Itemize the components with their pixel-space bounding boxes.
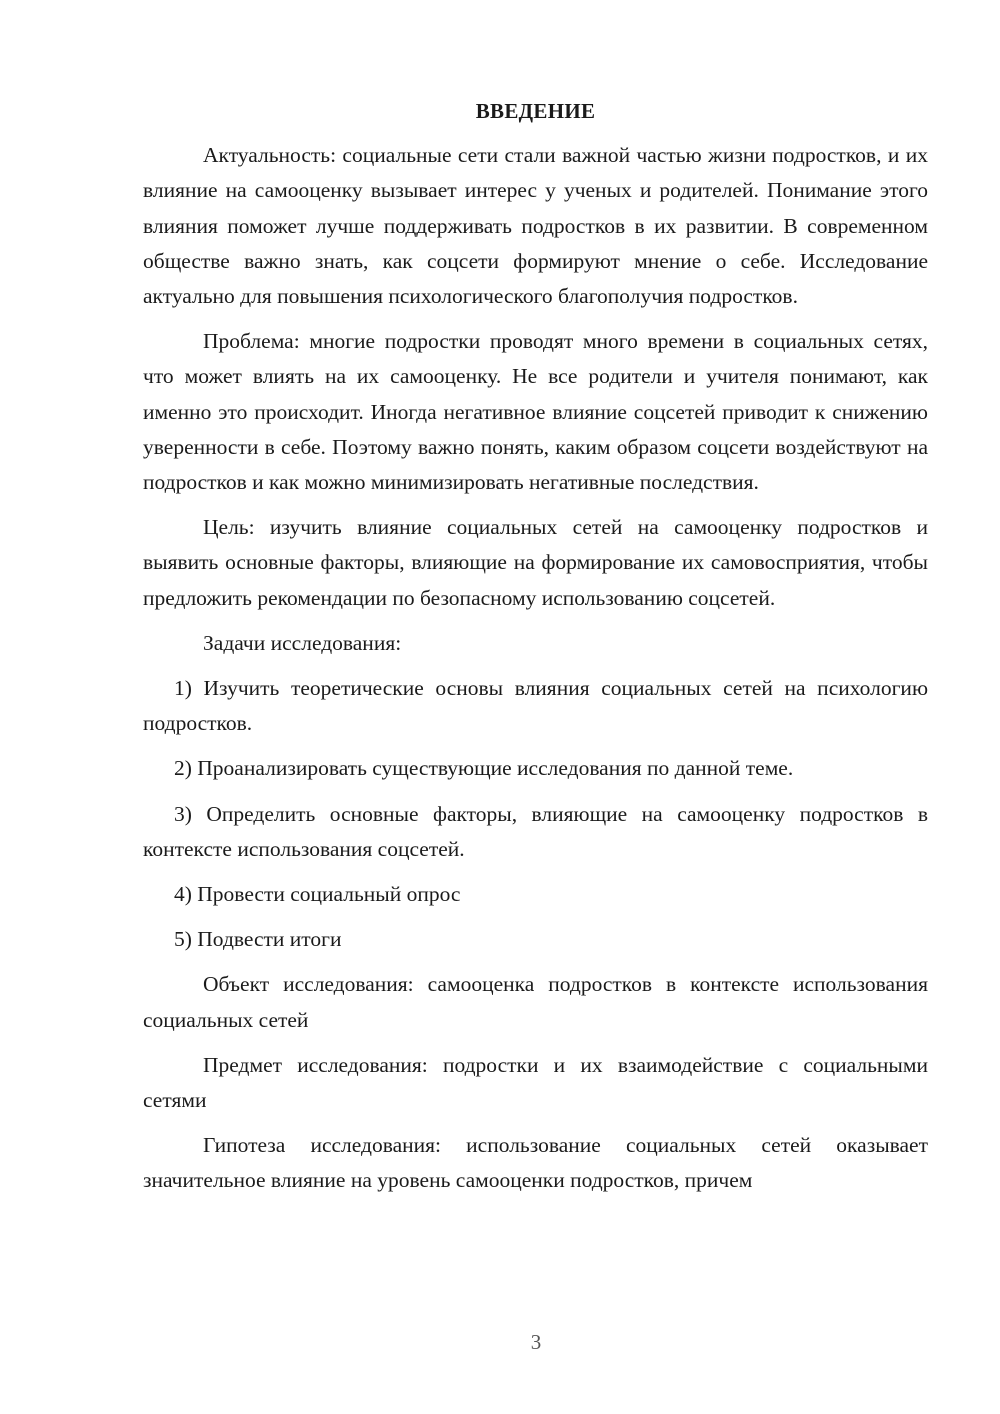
- page-number: 3: [530, 1330, 542, 1354]
- problem-paragraph: Проблема: многие подростки проводят много времени в социальных сетях, что может влиять на их самооценку. Не все родители и учителя понимают, как именно это происходит. Иногда негативное влияние соцсетей приводит к снижению уверенности в себе. Поэтому важно понять, каким образом соцсети воздействуют на подростков и как можно минимизировать негативные последствия.: [143, 329, 928, 495]
- task-item-4: 4) Провести социальный опрос: [174, 882, 461, 907]
- hypothesis-paragraph: Гипотеза исследования: использование социальных сетей оказывает значительное влияние на уровень самооценки подростков, причем: [143, 1133, 928, 1193]
- subject-paragraph: Предмет исследования: подростки и их взаимодействие с социальными сетями: [143, 1052, 928, 1113]
- relevance-paragraph: Актуальность: социальные сети стали важной частью жизни подростков, и их влияние на самооценку вызывает интерес у ученых и родителей. Понимание этого влияния поможет лучше поддерживать подростков в их развитии. В современном обществе важно знать, как соцсети формируют мнение о себе. Исследование актуально для повышения психологического благополучия подростков.: [143, 143, 928, 309]
- document-page: [143, 94, 928, 1209]
- goal-paragraph: Цель: изучить влияние социальных сетей на самооценку подростков и выявить основные факторы, влияющие на формирование их самовосприятия, чтобы предложить рекомендации по безопасному использованию соцсетей.: [143, 515, 928, 610]
- task-item-5: 5) Подвести итоги: [174, 927, 342, 952]
- object-paragraph: Объект исследования: самооценка подростков в контексте использования социальных сетей: [143, 972, 928, 1032]
- tasks-heading: Задачи исследования:: [203, 630, 402, 655]
- task-item-3: 3) Определить основные факторы, влияющие на самооценку подростков в контексте использования соцсетей.: [143, 801, 928, 861]
- section-title: ВВЕДЕНИЕ: [475, 99, 596, 123]
- task-item-2: 2) Проанализировать существующие исследования по данной теме.: [174, 756, 794, 781]
- task-item-1: 1) Изучить теоретические основы влияния социальных сетей на психологию подростков.: [143, 676, 928, 736]
